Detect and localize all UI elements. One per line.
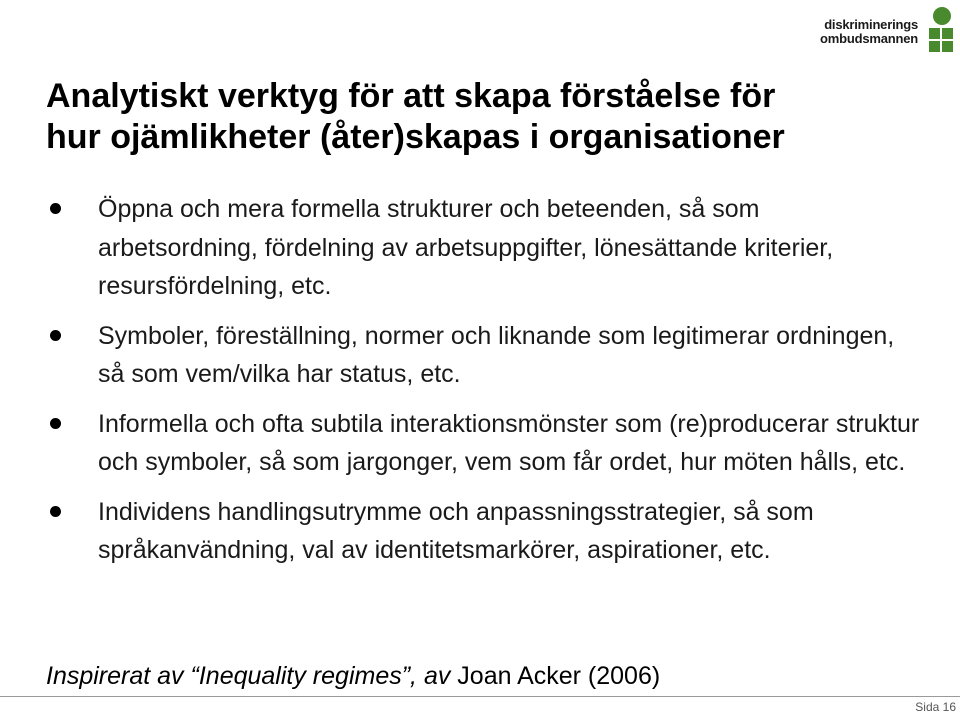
- bullet-list: [46, 190, 926, 581]
- title-line-2: hur ojämlikheter (åter)skapas i organisationer: [46, 118, 785, 156]
- bullet-icon: [50, 418, 61, 429]
- logo-mark-head: [933, 7, 951, 25]
- bullet-text: Symboler, föreställning, normer och liknande som legitimerar ordningen, så som vem/vilka har status, etc.: [98, 321, 895, 388]
- logo-mark-block-4: [942, 41, 953, 52]
- logo-mark-block-2: [942, 28, 953, 39]
- bullet-text: Individens handlingsutrymme och anpassningsstrategier, så som språkanvändning, val av identitetsmarkörer, aspirationer, etc.: [98, 497, 814, 564]
- citation-sep: , av: [410, 662, 458, 690]
- page-title: [46, 76, 926, 158]
- bullet-icon: [50, 203, 61, 214]
- citation: [46, 660, 660, 692]
- bullet-icon: [50, 330, 61, 341]
- bullet-item: [46, 405, 926, 482]
- bullet-icon: [50, 506, 61, 517]
- bullet-item: [46, 493, 926, 570]
- logo-line-1: diskriminerings: [824, 17, 918, 32]
- footer-divider: [0, 696, 960, 697]
- page-number: Sida 16: [915, 700, 956, 714]
- bullet-item: [46, 190, 926, 306]
- logo-text: [820, 18, 918, 46]
- bullet-text: Informella och ofta subtila interaktionsmönster som (re)producerar struktur och symboler, så som jargonger, vem som får ordet, hur möten hålls, etc.: [98, 409, 920, 476]
- citation-prefix: Inspirerat av: [46, 662, 191, 690]
- citation-author: Joan Acker (2006): [457, 662, 661, 690]
- bullet-item: [46, 317, 926, 394]
- logo-line-2: ombudsmannen: [820, 31, 918, 46]
- logo-mark-block-3: [929, 41, 940, 52]
- logo: [816, 4, 956, 56]
- logo-mark-icon: [920, 4, 956, 56]
- citation-work: “Inequality regimes”: [190, 662, 411, 690]
- bullet-text: Öppna och mera formella strukturer och beteenden, så som arbetsordning, fördelning av arbetsuppgifter, lönesättande kriterier, resursfördelning, etc.: [98, 195, 834, 300]
- logo-mark-block-1: [929, 28, 940, 39]
- title-line-1: Analytiskt verktyg för att skapa förståelse för: [46, 77, 776, 115]
